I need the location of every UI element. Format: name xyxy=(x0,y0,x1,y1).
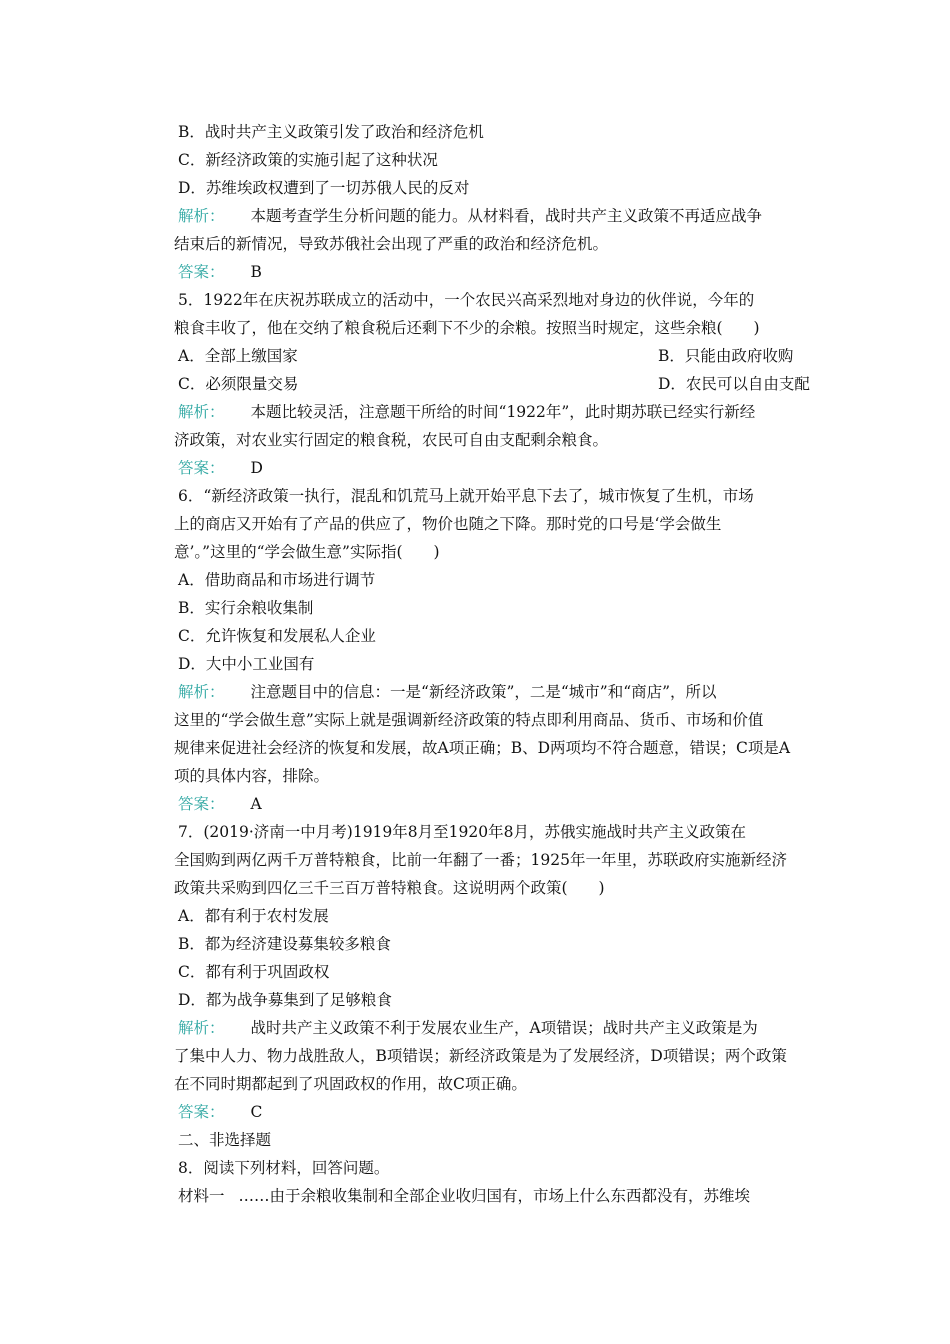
answer-label: 答案： xyxy=(178,459,225,477)
q7-option-b: B．都为经济建设募集较多粮食 xyxy=(178,935,391,953)
answer-label: 答案： xyxy=(178,1103,225,1121)
explanation-label: 解析： xyxy=(178,403,225,421)
explanation-text: 本题比较灵活，注意题干所给的时间“1922年”，此时期苏联已经实行新经 xyxy=(250,403,756,421)
q7-explanation-cont-2: 在不同时期都起到了巩固政权的作用，故C项正确。 xyxy=(174,1075,527,1093)
q6-option-b: B．实行余粮收集制 xyxy=(178,599,314,617)
q7-option-a: A．都有利于农村发展 xyxy=(178,907,329,925)
q7-stem-cont-2: 政策共采购到四亿三千三百万普特粮食。这说明两个政策( ) xyxy=(174,879,605,897)
explanation-label: 解析： xyxy=(178,1019,225,1037)
q7-option-d: D．都为战争募集到了足够粮食 xyxy=(178,991,392,1009)
q6-stem-cont-1: 上的商店又开始有了产品的供应了，物价也随之下降。那时党的口号是‘学会做生 xyxy=(174,515,722,533)
q5-options-row-2 xyxy=(178,374,810,394)
q4-answer xyxy=(178,262,262,282)
q5-explanation xyxy=(178,402,755,422)
q6-stem-cont-2: 意’。”这里的“学会做生意”实际指( ) xyxy=(174,543,440,561)
q6-explanation-cont-1: 这里的“学会做生意”实际上就是强调新经济政策的特点即利用商品、货币、市场和价值 xyxy=(174,711,764,729)
q4-option-b: B．战时共产主义政策引发了政治和经济危机 xyxy=(178,123,484,141)
explanation-text: 注意题目中的信息：一是“新经济政策”，二是“城市”和“商店”，所以 xyxy=(250,683,717,701)
q6-stem: 6．“新经济政策一执行，混乱和饥荒马上就开始平息下去了，城市恢复了生机，市场 xyxy=(178,487,754,505)
q7-option-c: C．都有利于巩固政权 xyxy=(178,963,330,981)
q6-explanation-cont-2: 规律来促进社会经济的恢复和发展，故A项正确；B、D两项均不符合题意，错误；C项是A xyxy=(174,739,791,757)
q6-option-a: A．借助商品和市场进行调节 xyxy=(178,571,376,589)
section-heading: 二、非选择题 xyxy=(178,1131,272,1149)
answer-label: 答案： xyxy=(178,263,225,281)
q7-answer xyxy=(178,1102,262,1122)
q7-explanation xyxy=(178,1018,758,1038)
q6-answer xyxy=(178,794,262,814)
q5-option-b: B．只能由政府收购 xyxy=(658,347,794,365)
q5-option-c: C．必须限量交易 xyxy=(178,375,299,393)
q6-option-d: D．大中小工业国有 xyxy=(178,655,315,673)
q7-explanation-cont-1: 了集中人力、物力战胜敌人，B项错误；新经济政策是为了发展经济，D项错误；两个政策 xyxy=(174,1047,787,1065)
q8-material-one xyxy=(178,1186,750,1206)
answer-value: B xyxy=(250,263,262,281)
explanation-label: 解析： xyxy=(178,683,225,701)
q5-option-a: A．全部上缴国家 xyxy=(178,347,298,365)
q5-options-row-1 xyxy=(178,346,794,366)
q7-stem-cont-1: 全国购到两亿两千万普特粮食，比前一年翻了一番；1925年一年里，苏联政府实施新经济 xyxy=(174,851,787,869)
q5-explanation-cont: 济政策，对农业实行固定的粮食税，农民可自由支配剩余粮食。 xyxy=(174,431,609,449)
q5-option-d: D．农民可以自由支配 xyxy=(658,375,810,393)
q6-option-c: C．允许恢复和发展私人企业 xyxy=(178,627,376,645)
explanation-text: 战时共产主义政策不利于发展农业生产，A项错误；战时共产主义政策是为 xyxy=(250,1019,758,1037)
q5-stem: 5．1922年在庆祝苏联成立的活动中，一个农民兴高采烈地对身边的伙伴说，今年的 xyxy=(178,291,755,309)
q8-stem: 8．阅读下列材料，回答问题。 xyxy=(178,1159,390,1177)
answer-value: A xyxy=(250,795,262,813)
material-label: 材料一 xyxy=(178,1187,225,1205)
q6-explanation-cont-3: 项的具体内容，排除。 xyxy=(174,767,330,785)
q4-explanation xyxy=(178,206,762,226)
explanation-text: 本题考查学生分析问题的能力。从材料看，战时共产主义政策不再适应战争 xyxy=(250,207,763,225)
answer-value: D xyxy=(250,459,263,477)
q7-stem: 7．(2019·济南一中月考)1919年8月至1920年8月，苏俄实施战时共产主义政策在 xyxy=(178,823,746,841)
answer-value: C xyxy=(250,1103,263,1121)
material-text: ……由于余粮收集制和全部企业收归国有，市场上什么东西都没有，苏维埃 xyxy=(238,1187,751,1205)
q4-option-c: C．新经济政策的实施引起了这种状况 xyxy=(178,151,438,169)
q6-explanation xyxy=(178,682,717,702)
q5-stem-cont: 粮食丰收了，他在交纳了粮食税后还剩下不少的余粮。按照当时规定，这些余粮( ) xyxy=(174,319,760,337)
q4-option-d: D．苏维埃政权遭到了一切苏俄人民的反对 xyxy=(178,179,470,197)
q4-explanation-cont: 结束后的新情况，导致苏俄社会出现了严重的政治和经济危机。 xyxy=(174,235,609,253)
q5-answer xyxy=(178,458,263,478)
answer-label: 答案： xyxy=(178,795,225,813)
explanation-label: 解析： xyxy=(178,207,225,225)
